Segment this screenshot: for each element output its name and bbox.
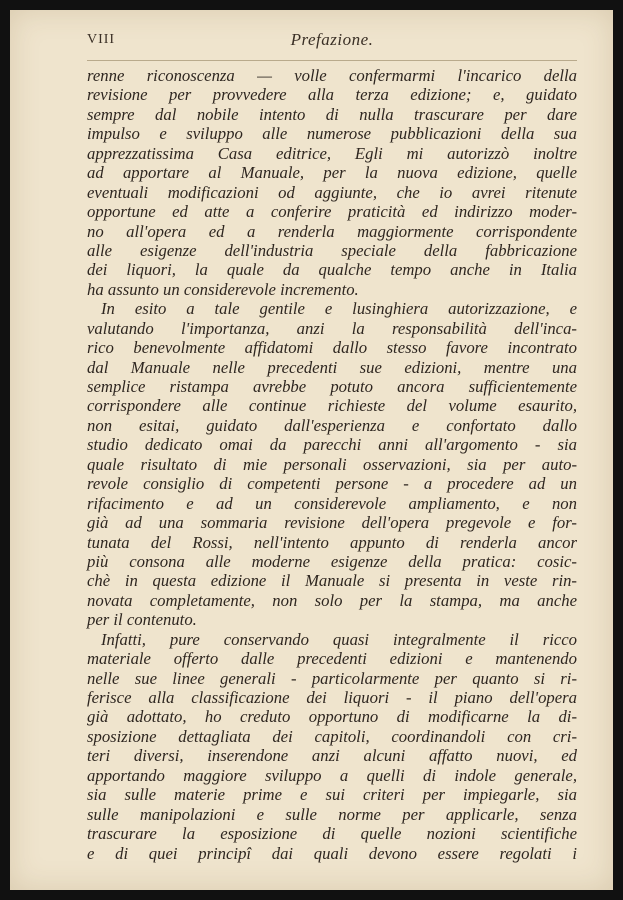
- text-line: sposizione dettagliata dei capitoli, coordinandoli con cri-: [87, 726, 577, 746]
- text-line: per il contenuto.: [87, 610, 197, 630]
- text-line: corrispondere alle continue richieste del volume esaurito,: [87, 396, 577, 416]
- text-line: chè in questa edizione il Manuale si presenta in veste rin-: [87, 571, 577, 591]
- text-line: già ad una sommaria revisione dell'opera pregevole e for-: [87, 513, 577, 533]
- text-line: dei liquori, la quale da qualche tempo anche in Italia: [87, 260, 577, 280]
- text-line: apportando maggiore sviluppo a quelli di indole generale,: [87, 765, 577, 785]
- text-line: rico benevolmente affidatomi dallo stesso favore incontrato: [87, 338, 577, 358]
- text-line: nelle sue linee generali - particolarmente per quanto si ri-: [87, 668, 577, 688]
- text-line: revisione per provvedere alla terza edizione; e, guidato: [87, 85, 577, 105]
- text-line: materiale offerto dalle precedenti edizioni e mantenendo: [87, 649, 577, 669]
- paragraph: [87, 66, 577, 299]
- text-line: novata completamente, non solo per la stampa, ma anche: [87, 590, 577, 610]
- text-line: opportune ed atte a conferire praticità ed indirizzo moder-: [87, 202, 577, 222]
- paragraph: [87, 299, 577, 629]
- text-line: no all'opera ed a renderla maggiormente corrispondente: [87, 221, 577, 241]
- text-line: ferisce alla classificazione dei liquori - il piano dell'opera: [87, 688, 577, 707]
- text-line: sulle manipolazioni e sulle norme per applicarle, senza: [87, 804, 577, 824]
- text-line: già adottato, ho creduto opportuno di modificarne la di-: [87, 707, 577, 727]
- page-number: VIII: [87, 32, 116, 47]
- text-line: apprezzatissima Casa editrice, Egli mi autorizzò inoltre: [87, 143, 577, 163]
- text-line: tunata del Rossi, nell'intento appunto di renderla ancor: [87, 532, 577, 552]
- body-text: [87, 66, 577, 863]
- text-line: quale risultato di mie personali osservazioni, sia per auto-: [87, 454, 577, 474]
- text-line: trascurare la esposizione di quelle nozioni scientifiche: [87, 824, 577, 844]
- text-line: sia sulle materie prime e sui criteri per impiegarle, sia: [87, 785, 577, 805]
- running-title: Prefazione.: [290, 30, 374, 49]
- text-line: In esito a tale gentile e lusinghiera autorizzazione, e: [101, 299, 577, 319]
- text-line: semplice ristampa avrebbe potuto ancora sufficientemente: [87, 377, 577, 396]
- text-line: studio dedicato omai da parecchi anni all'argomento - sia: [87, 435, 577, 455]
- text-line: rifacimento e ad un considerevole ampliamento, e non: [87, 493, 577, 513]
- text-line: teri diversi, inserendone anzi alcuni affatto nuovi, ed: [87, 746, 577, 766]
- text-line: e di quei principî dai quali devono essere regolati i: [87, 843, 577, 863]
- paragraph: [87, 630, 577, 863]
- text-line: Infatti, pure conservando quasi integralmente il ricco: [101, 629, 577, 649]
- page-header: [87, 30, 577, 61]
- text-line: impulso e sviluppo alle numerose pubblicazioni della sua: [87, 124, 577, 144]
- text-line: revole consiglio di competenti persone - a procedere ad un: [87, 474, 577, 494]
- text-line: sempre dal nobile intento di nulla trascurare per dare: [87, 104, 577, 124]
- text-line: ha assunto un considerevole incremento.: [87, 279, 359, 299]
- text-line: renne riconoscenza — volle confermarmi l'incarico della: [87, 66, 577, 85]
- text-line: valutando l'importanza, anzi la responsabilità dell'inca-: [87, 318, 577, 338]
- text-line: ad apportare al Manuale, per la nuova edizione, quelle: [87, 163, 577, 183]
- text-line: alle esigenze dell'industria speciale della fabbricazione: [87, 240, 577, 260]
- text-line: non esitai, guidato dall'esperienza e confortato dallo: [87, 415, 577, 435]
- text-line: dal Manuale nelle precedenti sue edizioni, mentre una: [87, 357, 577, 377]
- text-line: più consona alle moderne esigenze della pratica: cosic-: [87, 551, 577, 571]
- text-line: eventuali modificazioni od aggiunte, che io avrei ritenute: [87, 182, 577, 202]
- book-page: [10, 10, 613, 890]
